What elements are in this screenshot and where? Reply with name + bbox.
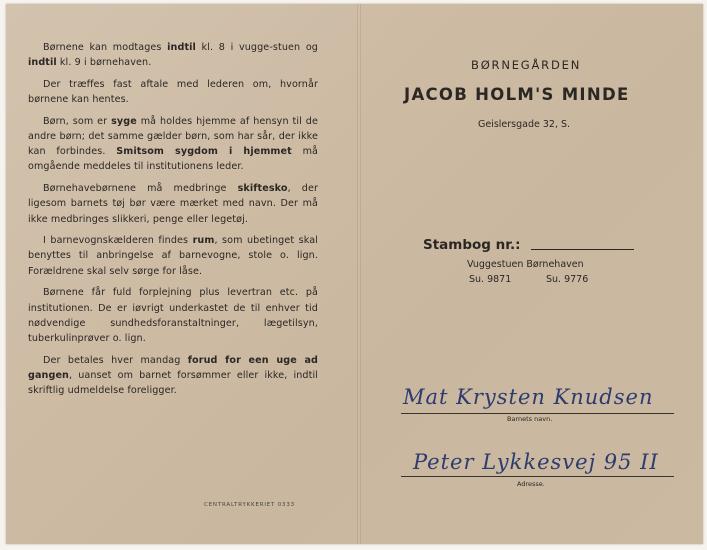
rule-emphasis: forud for een uge ad gangen <box>28 354 318 381</box>
org-address: Geislersgade 32, S. <box>478 119 571 130</box>
name-caption: Barnets navn. <box>507 415 553 423</box>
rule-text: I barnevognskælderen findes <box>43 235 193 247</box>
rule-paragraph <box>28 40 318 70</box>
rule-paragraph <box>28 77 318 107</box>
rule-emphasis: rum <box>192 235 215 247</box>
rule-text: , der ligesom barnets tøj bør være mærket med navn. Der må ikke medbringes slikkeri, penge eller legetøj. <box>28 183 318 225</box>
su-bornehaven: Su. 9776 <box>546 274 589 285</box>
address-caption: Adresse. <box>517 480 545 488</box>
rule-text: Der træffes fast aftale med lederen om, hvornår børnene kan hentes. <box>28 78 318 106</box>
stambog-label: Stambog nr.: <box>423 237 521 253</box>
rule-text: Børnene kan modtages <box>43 42 168 53</box>
handwritten-address: Peter Lykkesvej 95 II <box>413 450 659 474</box>
rule-text: , som ubetinget skal benyttes til anbringelse af barnevogne, stole o. lign. Forældrene skal selv sørge for låse. <box>28 235 318 277</box>
rule-emphasis: syge <box>111 115 137 127</box>
rule-emphasis: indtil <box>167 42 196 53</box>
rule-paragraph <box>28 181 318 227</box>
cover-page <box>361 4 703 544</box>
rule-text: kl. 8 i vugge-stuen og <box>195 42 318 53</box>
rule-text: kl. 9 i børnehaven. <box>56 57 152 69</box>
rule-paragraph <box>28 114 318 175</box>
folded-card <box>6 4 703 544</box>
column-header: Vuggestuen Børnehaven <box>467 259 584 270</box>
rule-emphasis: skiftesko <box>237 183 288 195</box>
address-line <box>401 476 674 477</box>
rule-paragraph <box>28 353 318 399</box>
org-subtitle: BØRNEGÅRDEN <box>471 58 582 72</box>
rule-text: , uanset om barnet forsømmer eller ikke, indtil skriftlig udmeldelse foreligger. <box>28 369 318 397</box>
rule-text: må holdes hjemme af hensyn til de andre børn; det samme gælder børn, som har sår, der ikke kan forbindes. <box>28 115 318 158</box>
rule-text: Børnene får fuld forplejning plus levertran etc. på institutionen. De er iøvrigt underkastet de til enhver tid nødvendige sundhedsforanstaltninger, lægetilsyn, tuberkulinprøver o. lign. <box>28 287 318 344</box>
rule-text: Børnehavebørnene må medbringe <box>43 183 238 195</box>
rule-text: Børn, som er <box>43 115 112 127</box>
rule-paragraph <box>28 233 318 279</box>
org-name: JACOB HOLM'S MINDE <box>404 85 630 104</box>
stambog-number-line <box>531 249 634 250</box>
handwritten-name: Mat Krysten Knudsen <box>403 385 654 409</box>
su-vuggestue: Su. 9871 <box>469 274 512 285</box>
rule-paragraph <box>28 285 318 346</box>
name-line <box>401 413 674 414</box>
rule-emphasis: indtil <box>28 57 57 69</box>
rule-emphasis: Smitsom sygdom i hjemmet <box>116 146 292 158</box>
rule-text: Der betales hver mandag <box>43 354 188 366</box>
rules-text-column <box>28 40 318 405</box>
rule-text: må omgående meddeles til institutionens leder. <box>28 146 318 173</box>
printer-mark: CENTRALTRYKKERIET 0333 <box>204 502 295 508</box>
